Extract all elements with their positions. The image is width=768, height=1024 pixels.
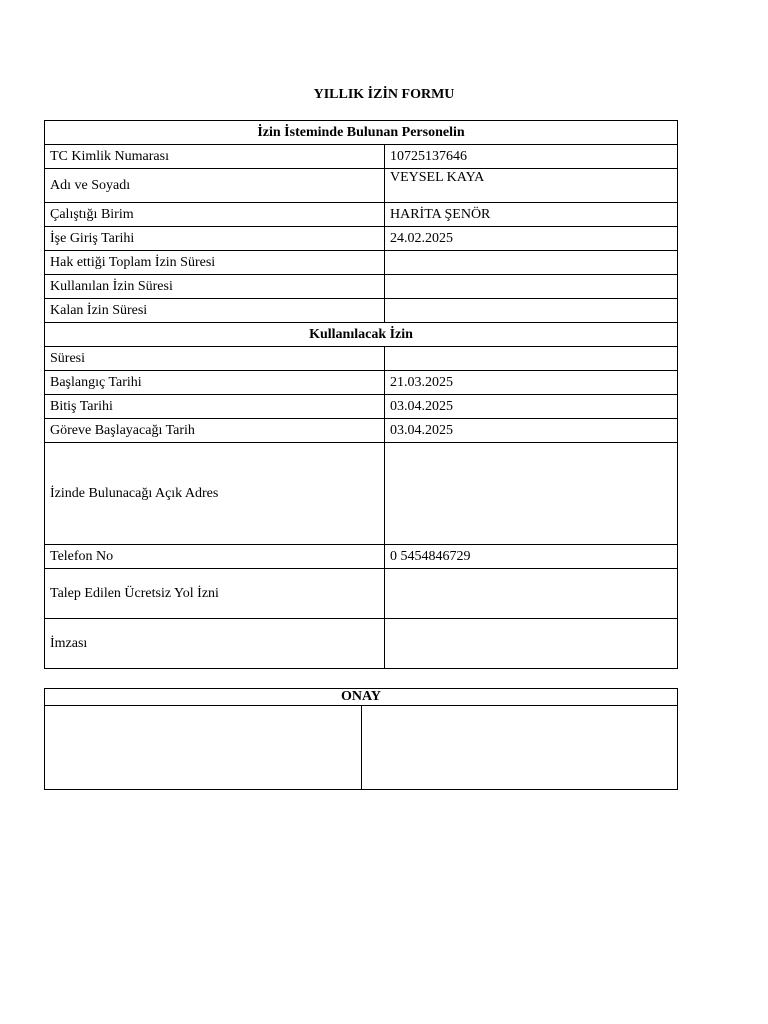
table-row	[45, 419, 678, 443]
row-value[interactable]	[385, 251, 678, 275]
row-label: Telefon No	[45, 545, 385, 569]
row-label: Talep Edilen Ücretsiz Yol İzni	[45, 569, 385, 619]
table-row	[45, 227, 678, 251]
row-label: Bitiş Tarihi	[45, 395, 385, 419]
row-label: Adı ve Soyadı	[45, 169, 385, 203]
table-row	[45, 347, 678, 371]
row-label: Çalıştığı Birim	[45, 203, 385, 227]
table-row	[45, 443, 678, 545]
row-label: İşe Giriş Tarihi	[45, 227, 385, 251]
table-row	[45, 545, 678, 569]
approval-cell-right[interactable]	[362, 706, 678, 790]
row-value[interactable]: 24.02.2025	[385, 227, 678, 251]
row-value[interactable]: 03.04.2025	[385, 419, 678, 443]
row-label: Kalan İzin Süresi	[45, 299, 385, 323]
approval-heading: ONAY	[45, 689, 678, 706]
row-label: Kullanılan İzin Süresi	[45, 275, 385, 299]
row-value[interactable]: VEYSEL KAYA	[385, 169, 678, 203]
row-value[interactable]: 10725137646	[385, 145, 678, 169]
table-row	[45, 569, 678, 619]
approval-header-row	[45, 689, 678, 706]
approval-table	[44, 688, 678, 790]
row-label: Göreve Başlayacağı Tarih	[45, 419, 385, 443]
table-row	[45, 145, 678, 169]
row-value[interactable]	[385, 443, 678, 545]
leave-request-table	[44, 120, 678, 669]
row-value[interactable]: HARİTA ŞENÖR	[385, 203, 678, 227]
approval-cell-left[interactable]	[45, 706, 362, 790]
section-header-leave	[45, 323, 678, 347]
table-row	[45, 299, 678, 323]
row-value signature-field[interactable]	[385, 619, 678, 669]
row-label: Süresi	[45, 347, 385, 371]
row-label: İzinde Bulunacağı Açık Adres	[45, 443, 385, 545]
row-value[interactable]	[385, 275, 678, 299]
table-row	[45, 275, 678, 299]
row-value[interactable]: 03.04.2025	[385, 395, 678, 419]
row-label: Başlangıç Tarihi	[45, 371, 385, 395]
form-title: YILLIK İZİN FORMU	[313, 87, 455, 102]
row-label: TC Kimlik Numarası	[45, 145, 385, 169]
row-label: İmzası	[45, 619, 385, 669]
section-heading: Kullanılacak İzin	[45, 323, 678, 347]
table-row	[45, 251, 678, 275]
row-value[interactable]: 21.03.2025	[385, 371, 678, 395]
section-header-personnel	[45, 121, 678, 145]
table-row	[45, 169, 678, 203]
table-row	[45, 203, 678, 227]
table-row	[45, 619, 678, 669]
row-label: Hak ettiği Toplam İzin Süresi	[45, 251, 385, 275]
table-row	[45, 395, 678, 419]
row-value[interactable]	[385, 347, 678, 371]
section-heading: İzin İsteminde Bulunan Personelin	[45, 121, 678, 145]
approval-body-row	[45, 706, 678, 790]
row-value[interactable]	[385, 569, 678, 619]
row-value[interactable]	[385, 299, 678, 323]
row-value[interactable]: 0 5454846729	[385, 545, 678, 569]
table-row	[45, 371, 678, 395]
